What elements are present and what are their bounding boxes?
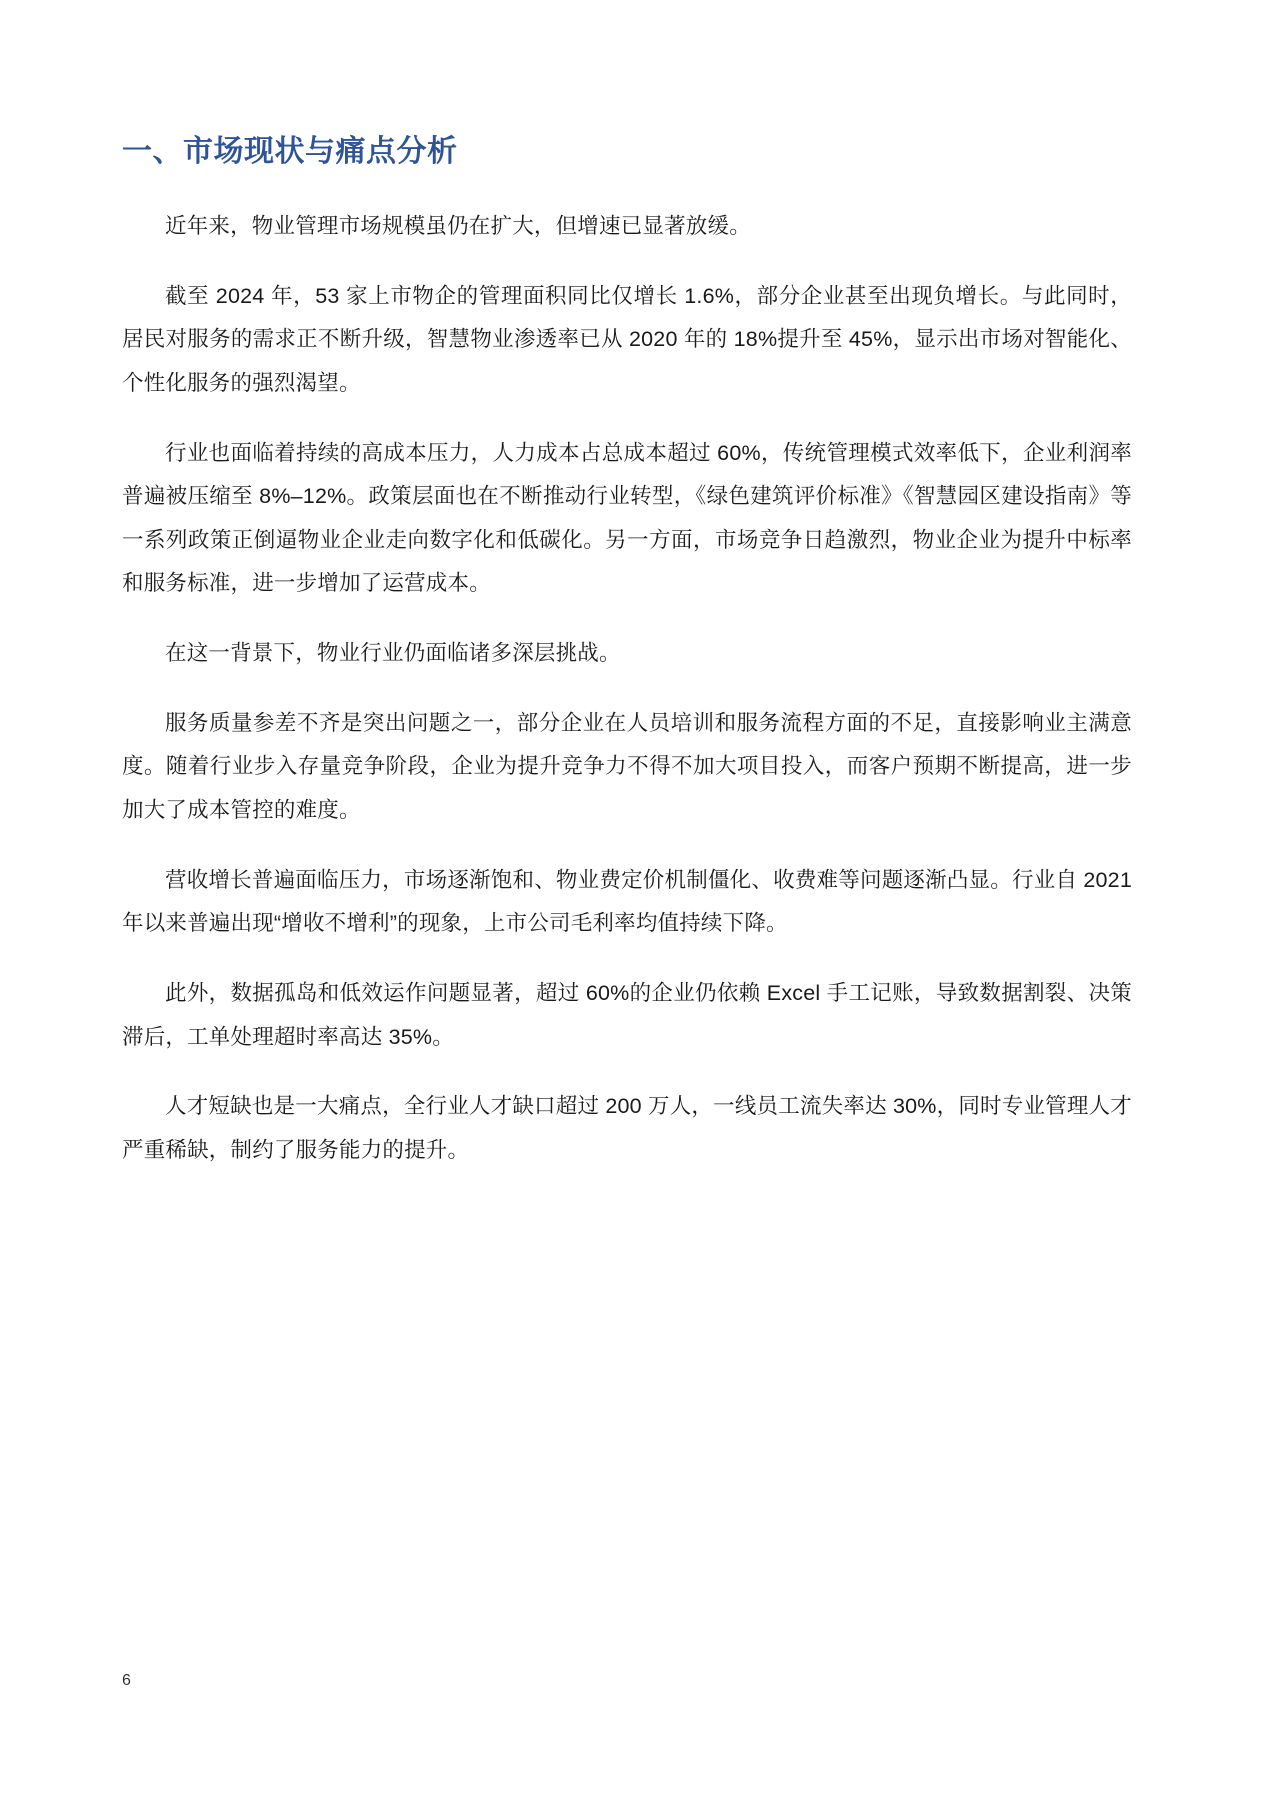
- paragraph-6: 营收增长普遍面临压力，市场逐渐饱和、物业费定价机制僵化、收费难等问题逐渐凸显。行业自 2021 年以来普遍出现“增收不增利”的现象，上市公司毛利率均值持续下降。: [122, 867, 1132, 936]
- paragraph-5: 服务质量参差不齐是突出问题之一，部分企业在人员培训和服务流程方面的不足，直接影响业主满意度。随着行业步入存量竞争阶段，企业为提升竞争力不得不加大项目投入，而客户预期不断提高，进一步加大了成本管控的难度。: [122, 710, 1132, 823]
- page-content: [122, 132, 1132, 1173]
- page-number: 6: [122, 1672, 131, 1689]
- page-title: 一、市场现状与痛点分析: [122, 135, 458, 168]
- paragraph-3: 行业也面临着持续的高成本压力，人力成本占总成本超过 60%，传统管理模式效率低下，企业利润率普遍被压缩至 8%–12%。政策层面也在不断推动行业转型，《绿色建筑评价标准》《智慧园区建设指南》等一系列政策正倒逼物业企业走向数字化和低碳化。另一方面，市场竞争日趋激烈，物业企业为提升中标率和服务标准，进一步增加了运营成本。: [122, 440, 1132, 596]
- paragraph-7: 此外，数据孤岛和低效运作问题显著，超过 60%的企业仍依赖 Excel 手工记账，导致数据割裂、决策滞后，工单处理超时率高达 35%。: [122, 980, 1132, 1049]
- paragraph-4: 在这一背景下，物业行业仍面临诸多深层挑战。: [165, 641, 621, 666]
- paragraph-8: 人才短缺也是一大痛点，全行业人才缺口超过 200 万人，一线员工流失率达 30%，同时专业管理人才严重稀缺，制约了服务能力的提升。: [122, 1094, 1132, 1162]
- paragraph-1: 近年来，物业管理市场规模虽仍在扩大，但增速已显著放缓。: [165, 214, 751, 238]
- paragraph-2: 截至 2024 年，53 家上市物企的管理面积同比仅增长 1.6%，部分企业甚至出现负增长。与此同时，居民对服务的需求正不断升级，智慧物业渗透率已从 2020 年的 18%提升至 45%，显示出市场对智能化、个性化服务的强烈渴望。: [122, 283, 1132, 395]
